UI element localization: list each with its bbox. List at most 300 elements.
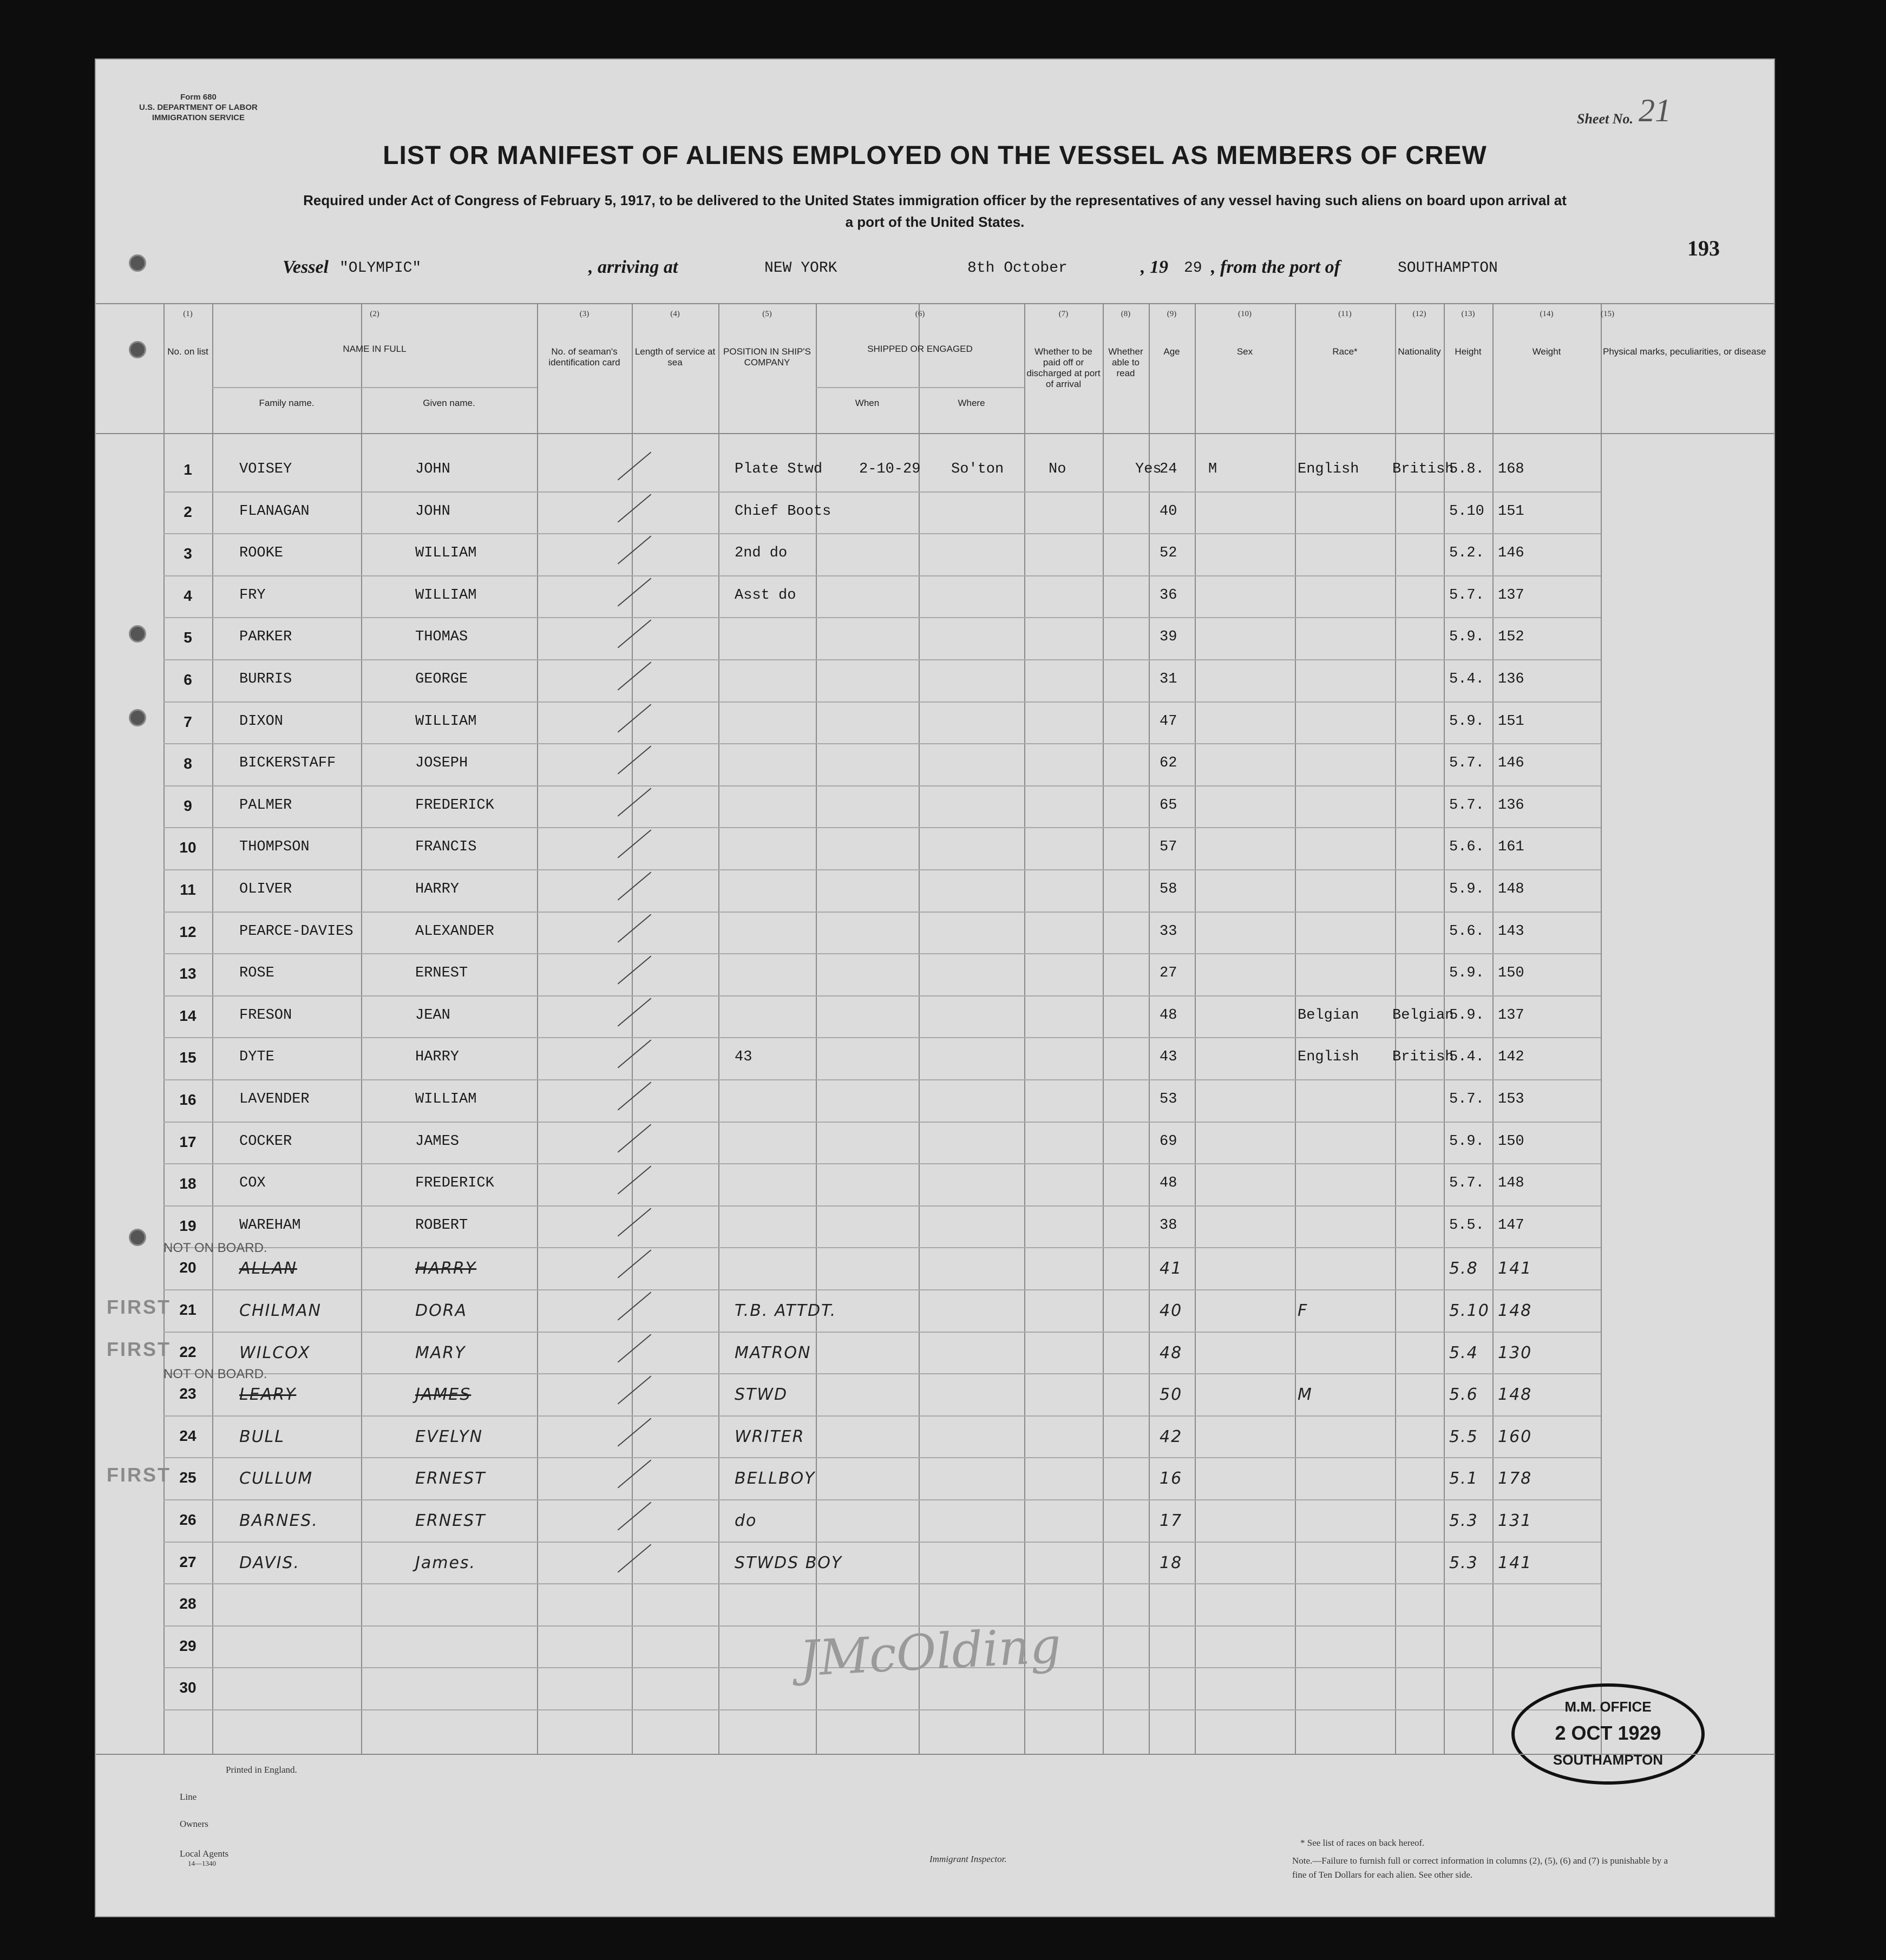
check-mark xyxy=(618,1460,652,1489)
age-cell: 16 xyxy=(1160,1469,1183,1489)
row-rule xyxy=(163,1373,1601,1374)
check-mark xyxy=(618,914,652,942)
race-cell: Belgian xyxy=(1298,1007,1359,1024)
family-name-cell: OLIVER xyxy=(239,881,292,897)
family-name-cell: LEARY xyxy=(239,1385,297,1405)
family-name-cell: THOMPSON xyxy=(239,839,310,856)
row-rule xyxy=(163,953,1601,954)
check-mark xyxy=(618,1124,652,1152)
check-mark xyxy=(618,1502,652,1531)
row-rule xyxy=(163,1709,1601,1710)
column-divider xyxy=(1492,303,1494,1754)
column-header: Race* xyxy=(1332,346,1358,357)
column-header: Sex xyxy=(1236,346,1253,357)
position-cell: Plate Stwd xyxy=(735,461,823,477)
height-cell: 5.1 xyxy=(1449,1469,1478,1489)
row-rule xyxy=(163,575,1601,576)
height-cell: 5.6 xyxy=(1449,1385,1478,1405)
given-name-cell: FRANCIS xyxy=(415,839,477,856)
row-number: 28 xyxy=(179,1595,197,1612)
check-mark xyxy=(618,872,652,901)
family-name-cell: ALLAN xyxy=(239,1259,297,1279)
given-name-cell: THOMAS xyxy=(415,629,468,646)
check-mark xyxy=(618,788,652,816)
where-cell: So'ton xyxy=(951,461,1004,477)
row-number: 29 xyxy=(179,1637,197,1654)
weight-cell: 146 xyxy=(1498,755,1524,772)
check-mark xyxy=(618,1250,652,1279)
position-cell: 43 xyxy=(735,1049,752,1066)
arrival-port: NEW YORK xyxy=(764,260,837,277)
row-rule xyxy=(163,533,1601,534)
column-divider xyxy=(1149,303,1150,1754)
check-mark xyxy=(618,578,652,606)
row-rule xyxy=(163,1415,1601,1417)
age-cell: 18 xyxy=(1160,1553,1183,1572)
row-rule xyxy=(163,1332,1601,1333)
row-number: 14 xyxy=(179,1007,197,1024)
column-number: (2) xyxy=(370,310,379,318)
first-class-stamp: FIRST xyxy=(107,1296,171,1318)
weight-cell: 146 xyxy=(1498,545,1524,562)
position-cell: MATRON xyxy=(735,1343,811,1362)
row-rule xyxy=(163,1247,1601,1248)
check-mark xyxy=(618,452,652,481)
height-cell: 5.4. xyxy=(1449,1049,1484,1066)
given-name-cell: JOHN xyxy=(415,503,450,520)
given-name-cell: JAMES xyxy=(415,1385,472,1405)
row-number: 18 xyxy=(179,1175,197,1192)
office-stamp xyxy=(1511,1683,1705,1785)
arrival-year: 29 xyxy=(1184,260,1202,277)
owners-label: Owners xyxy=(180,1819,208,1829)
row-rule xyxy=(163,1205,1601,1207)
family-name-cell: VOISEY xyxy=(239,461,292,477)
position-cell: Chief Boots xyxy=(735,503,831,520)
age-cell: 39 xyxy=(1160,629,1177,646)
check-mark xyxy=(618,494,652,522)
check-mark xyxy=(618,956,652,985)
row-rule xyxy=(163,1542,1601,1543)
family-name-cell: DYTE xyxy=(239,1049,274,1066)
row-number: 19 xyxy=(179,1217,197,1234)
column-header: Length of service at sea xyxy=(634,346,716,368)
family-name-cell: DAVIS. xyxy=(239,1553,300,1572)
column-number: (13) xyxy=(1461,310,1475,318)
position-cell: WRITER xyxy=(735,1427,805,1446)
weight-cell: 143 xyxy=(1498,923,1524,940)
weight-cell: 178 xyxy=(1498,1469,1533,1489)
row-number: 8 xyxy=(184,755,192,772)
given-name-cell: ROBERT xyxy=(415,1217,468,1234)
position-cell: STWD xyxy=(735,1385,788,1405)
weight-cell: 137 xyxy=(1498,587,1524,604)
column-divider xyxy=(1195,303,1196,1754)
printed-in: Printed in England. xyxy=(226,1765,297,1775)
given-name-cell: WILLIAM xyxy=(415,713,477,730)
check-mark xyxy=(618,746,652,775)
column-header: No. on list xyxy=(167,346,208,357)
row-rule xyxy=(163,743,1601,744)
age-cell: 69 xyxy=(1160,1133,1177,1150)
column-header: No. of seaman's identification card xyxy=(548,346,620,368)
column-divider xyxy=(919,303,920,1754)
row-number: 21 xyxy=(179,1301,197,1318)
column-divider xyxy=(212,303,213,1754)
height-cell: 5.3 xyxy=(1449,1511,1478,1530)
row-number: 25 xyxy=(179,1469,197,1486)
height-cell: 5.9. xyxy=(1449,713,1484,730)
row-number: 6 xyxy=(184,671,192,688)
column-number: (3) xyxy=(579,310,590,318)
inspector-label: Immigrant Inspector. xyxy=(929,1854,1007,1864)
stamp-place: SOUTHAMPTON xyxy=(1553,1752,1664,1768)
row-number: 30 xyxy=(179,1679,197,1696)
department: U.S. DEPARTMENT OF LABOR xyxy=(139,103,258,112)
weight-cell: 150 xyxy=(1498,965,1524,982)
weight-cell: 151 xyxy=(1498,503,1524,520)
row-number: 22 xyxy=(179,1343,197,1360)
subheader-rule xyxy=(816,387,1024,388)
weight-cell: 148 xyxy=(1498,1385,1533,1405)
vessel-label: Vessel xyxy=(283,257,329,277)
inspector-signature: JMcOlding xyxy=(798,1617,1063,1688)
row-number: 2 xyxy=(184,503,192,520)
column-number: (12) xyxy=(1412,310,1426,318)
column-number: (14) xyxy=(1540,310,1554,318)
column-subheader: When xyxy=(855,398,880,408)
column-number: (9) xyxy=(1167,310,1177,318)
punch-hole xyxy=(129,625,146,643)
row-number: 10 xyxy=(179,839,197,856)
age-cell: 38 xyxy=(1160,1217,1177,1234)
height-cell: 5.4. xyxy=(1449,671,1484,687)
height-cell: 5.6. xyxy=(1449,923,1484,940)
row-rule xyxy=(163,1289,1601,1290)
column-divider xyxy=(1395,303,1396,1754)
family-name-cell: BURRIS xyxy=(239,671,292,687)
weight-cell: 168 xyxy=(1498,461,1524,477)
age-cell: 36 xyxy=(1160,587,1177,604)
column-subheader: Where xyxy=(958,398,985,408)
given-name-cell: JAMES xyxy=(415,1133,460,1150)
row-rule xyxy=(163,491,1601,493)
manifest-sheet xyxy=(95,58,1775,1917)
height-cell: 5.10 xyxy=(1449,1301,1490,1320)
column-subheader: Given name. xyxy=(423,398,475,408)
age-cell: 43 xyxy=(1160,1049,1177,1066)
family-name-cell: LAVENDER xyxy=(239,1091,310,1107)
sheet-count: 193 xyxy=(1687,236,1720,260)
column-header: NAME IN FULL xyxy=(343,344,407,354)
row-number: 3 xyxy=(184,545,192,562)
row-number: 12 xyxy=(179,923,197,940)
height-cell: 5.9. xyxy=(1449,965,1484,982)
family-name-cell: CHILMAN xyxy=(239,1301,322,1320)
height-cell: 5.5 xyxy=(1449,1427,1478,1446)
weight-cell: 160 xyxy=(1498,1427,1533,1446)
family-name-cell: ROOKE xyxy=(239,545,284,562)
weight-cell: 141 xyxy=(1498,1553,1533,1572)
given-name-cell: HARRY xyxy=(415,1259,477,1279)
from-label: , from the port of xyxy=(1211,257,1340,277)
column-header: Nationality xyxy=(1398,346,1441,357)
position-cell: Asst do xyxy=(735,587,796,604)
agents-label: Local Agents xyxy=(180,1848,229,1859)
column-divider xyxy=(1103,303,1104,1754)
given-name-cell: ERNEST xyxy=(415,965,468,982)
row-number: 26 xyxy=(179,1511,197,1528)
given-name-cell: EVELYN xyxy=(415,1427,483,1446)
height-cell: 5.9. xyxy=(1449,881,1484,897)
punch-hole xyxy=(129,341,146,358)
row-number: 23 xyxy=(179,1385,197,1402)
age-cell: 27 xyxy=(1160,965,1177,982)
header-top-rule xyxy=(96,303,1774,304)
column-divider xyxy=(163,303,165,1754)
given-name-cell: DORA xyxy=(415,1301,468,1320)
family-name-cell: BULL xyxy=(239,1427,285,1446)
column-divider xyxy=(1295,303,1296,1754)
age-cell: 17 xyxy=(1160,1511,1183,1530)
weight-cell: 148 xyxy=(1498,1175,1524,1192)
column-divider xyxy=(816,303,817,1754)
family-name-cell: CULLUM xyxy=(239,1469,313,1489)
footer-rule xyxy=(96,1754,1774,1755)
first-class-stamp: FIRST xyxy=(107,1464,171,1486)
position-cell: 2nd do xyxy=(735,545,788,562)
weight-cell: 136 xyxy=(1498,797,1524,814)
height-cell: 5.6. xyxy=(1449,839,1484,856)
row-number: 13 xyxy=(179,965,197,982)
column-header: Whether able to read xyxy=(1108,346,1143,378)
check-mark xyxy=(618,620,652,648)
age-cell: 48 xyxy=(1160,1007,1177,1024)
column-number: (6) xyxy=(915,310,925,318)
given-name-cell: WILLIAM xyxy=(415,1091,477,1107)
row-rule xyxy=(163,995,1601,997)
row-number: 4 xyxy=(184,587,192,604)
weight-cell: 147 xyxy=(1498,1217,1524,1234)
family-name-cell: WILCOX xyxy=(239,1343,311,1362)
row-number: 7 xyxy=(184,713,192,730)
weight-cell: 130 xyxy=(1498,1343,1533,1362)
check-mark xyxy=(618,1292,652,1321)
column-number: (8) xyxy=(1121,310,1131,318)
check-mark xyxy=(618,1544,652,1572)
age-cell: 50 xyxy=(1160,1385,1183,1405)
column-number: (15) xyxy=(1601,310,1614,318)
given-name-cell: FREDERICK xyxy=(415,1175,494,1192)
arriving-label: , arriving at xyxy=(588,257,678,277)
check-mark xyxy=(618,1082,652,1111)
race-cell: M xyxy=(1298,1385,1313,1405)
weight-cell: 136 xyxy=(1498,671,1524,687)
height-cell: 5.9. xyxy=(1449,1007,1484,1024)
age-cell: 48 xyxy=(1160,1175,1177,1192)
age-cell: 40 xyxy=(1160,1301,1183,1320)
given-name-cell: FREDERICK xyxy=(415,797,494,814)
age-cell: 41 xyxy=(1160,1259,1183,1279)
from-port: SOUTHAMPTON xyxy=(1398,260,1498,277)
row-rule xyxy=(163,1037,1601,1038)
race-note: * See list of races on back hereof. xyxy=(1300,1838,1425,1848)
row-rule xyxy=(163,617,1601,618)
given-name-cell: ERNEST xyxy=(415,1511,486,1530)
check-mark xyxy=(618,662,652,691)
manifest-subtitle: Required under Act of Congress of February 5, 1917, to be delivered to the United States immigration officer by the representatives of any vessel having such aliens on board upon arrival at a port of the United States. xyxy=(303,192,1567,230)
height-cell: 5.9. xyxy=(1449,1133,1484,1150)
height-cell: 5.7. xyxy=(1449,1091,1484,1107)
row-number: 27 xyxy=(179,1553,197,1570)
paid-off-cell: No xyxy=(1049,461,1066,477)
check-mark xyxy=(618,830,652,858)
column-number: (5) xyxy=(762,310,772,318)
age-cell: 58 xyxy=(1160,881,1177,897)
column-header: Height xyxy=(1455,346,1482,357)
height-cell: 5.8. xyxy=(1449,461,1484,477)
check-mark xyxy=(618,536,652,565)
voyage-line xyxy=(96,257,1774,290)
height-cell: 5.10 xyxy=(1449,503,1484,520)
column-number: (7) xyxy=(1058,310,1069,318)
given-name-cell: MARY xyxy=(415,1343,466,1362)
age-cell: 62 xyxy=(1160,755,1177,772)
check-mark xyxy=(618,1376,652,1405)
row-number: 20 xyxy=(179,1259,197,1276)
given-name-cell: JOHN xyxy=(415,461,450,477)
row-rule xyxy=(163,785,1601,786)
given-name-cell: GEORGE xyxy=(415,671,468,687)
column-header: POSITION IN SHIP'S COMPANY xyxy=(723,346,811,368)
age-cell: 24 xyxy=(1160,461,1177,477)
check-mark xyxy=(618,1208,652,1236)
column-header: Age xyxy=(1163,346,1180,357)
row-rule xyxy=(163,1583,1601,1584)
row-number: 5 xyxy=(184,629,192,646)
service: IMMIGRATION SERVICE xyxy=(152,113,245,122)
column-divider xyxy=(1444,303,1445,1754)
column-divider xyxy=(361,303,362,1754)
row-rule xyxy=(163,1499,1601,1500)
form-number: Form 680 xyxy=(180,93,217,102)
column-header: SHIPPED OR ENGAGED xyxy=(867,344,973,354)
age-cell: 53 xyxy=(1160,1091,1177,1107)
check-mark xyxy=(618,1334,652,1362)
age-cell: 31 xyxy=(1160,671,1177,687)
family-name-cell: PALMER xyxy=(239,797,292,814)
height-cell: 5.7. xyxy=(1449,587,1484,604)
row-number: 11 xyxy=(180,881,196,898)
form-header xyxy=(139,92,258,123)
race-cell: English xyxy=(1298,461,1359,477)
family-name-cell: FLANAGAN xyxy=(239,503,310,520)
family-name-cell: COCKER xyxy=(239,1133,292,1150)
age-cell: 65 xyxy=(1160,797,1177,814)
punch-hole xyxy=(129,254,146,272)
weight-cell: 141 xyxy=(1498,1259,1533,1279)
column-header: Weight xyxy=(1532,346,1561,357)
column-divider xyxy=(718,303,719,1754)
check-mark xyxy=(618,1040,652,1069)
nationality-cell: Belgian xyxy=(1392,1007,1454,1024)
age-cell: 52 xyxy=(1160,545,1177,562)
given-name-cell: HARRY xyxy=(415,1049,460,1066)
not-on-board-note: NOT ON BOARD. xyxy=(163,1241,267,1256)
column-divider xyxy=(632,303,633,1754)
sheet-number: 21 xyxy=(1639,93,1671,128)
sheet-label: Sheet No. xyxy=(1577,111,1633,127)
height-cell: 5.2. xyxy=(1449,545,1484,562)
family-name-cell: ROSE xyxy=(239,965,274,982)
family-name-cell: FRESON xyxy=(239,1007,292,1024)
family-name-cell: WAREHAM xyxy=(239,1217,301,1234)
age-cell: 47 xyxy=(1160,713,1177,730)
column-subheader: Family name. xyxy=(259,398,315,408)
weight-cell: 131 xyxy=(1498,1511,1533,1530)
row-rule xyxy=(163,702,1601,703)
row-rule xyxy=(163,1457,1601,1458)
row-number: 1 xyxy=(184,461,192,478)
height-cell: 5.7. xyxy=(1449,1175,1484,1192)
height-cell: 5.5. xyxy=(1449,1217,1484,1234)
row-number: 24 xyxy=(179,1427,197,1444)
weight-cell: 148 xyxy=(1498,1301,1533,1320)
position-cell: T.B. ATTDT. xyxy=(735,1301,837,1320)
footer-note: Note.—Failure to furnish full or correct information in columns (2), (5), (6) and (7) is punishable by a fine of Ten Dollars for each alien. See other side. xyxy=(1292,1856,1668,1880)
column-divider xyxy=(1601,303,1602,1754)
row-number: 17 xyxy=(179,1133,197,1150)
not-on-board-note: NOT ON BOARD. xyxy=(163,1367,267,1382)
manifest-title: LIST OR MANIFEST OF ALIENS EMPLOYED ON THE VESSEL AS MEMBERS OF CREW xyxy=(383,141,1487,170)
first-class-stamp: FIRST xyxy=(107,1338,171,1360)
weight-cell: 150 xyxy=(1498,1133,1524,1150)
family-name-cell: PEARCE-DAVIES xyxy=(239,923,353,940)
family-name-cell: BICKERSTAFF xyxy=(239,755,336,772)
given-name-cell: JEAN xyxy=(415,1007,450,1024)
weight-cell: 152 xyxy=(1498,629,1524,646)
column-number: (4) xyxy=(670,310,680,318)
height-cell: 5.7. xyxy=(1449,755,1484,772)
age-cell: 42 xyxy=(1160,1427,1183,1446)
line-label: Line xyxy=(180,1792,197,1802)
weight-cell: 151 xyxy=(1498,713,1524,730)
family-name-cell: BARNES. xyxy=(239,1511,318,1530)
check-mark xyxy=(618,1166,652,1195)
row-rule xyxy=(163,869,1601,870)
column-number: (11) xyxy=(1338,310,1352,318)
column-divider xyxy=(537,303,538,1754)
height-cell: 5.3 xyxy=(1449,1553,1478,1572)
header-bottom-rule xyxy=(96,433,1774,434)
row-rule xyxy=(163,1079,1601,1080)
weight-cell: 153 xyxy=(1498,1091,1524,1107)
agents-code: 14—1340 xyxy=(188,1859,216,1867)
row-number: 9 xyxy=(184,797,192,814)
year-prefix: , 19 xyxy=(1141,257,1168,277)
weight-cell: 137 xyxy=(1498,1007,1524,1024)
row-rule xyxy=(163,659,1601,660)
check-mark xyxy=(618,998,652,1026)
position-cell: do xyxy=(735,1511,757,1530)
given-name-cell: ALEXANDER xyxy=(415,923,494,940)
race-cell: F xyxy=(1298,1301,1308,1320)
stamp-date: 2 OCT 1929 xyxy=(1555,1722,1661,1744)
family-name-cell: PARKER xyxy=(239,629,292,646)
nationality-cell: British xyxy=(1392,1049,1454,1066)
height-cell: 5.9. xyxy=(1449,629,1484,646)
column-number: (10) xyxy=(1238,310,1252,318)
